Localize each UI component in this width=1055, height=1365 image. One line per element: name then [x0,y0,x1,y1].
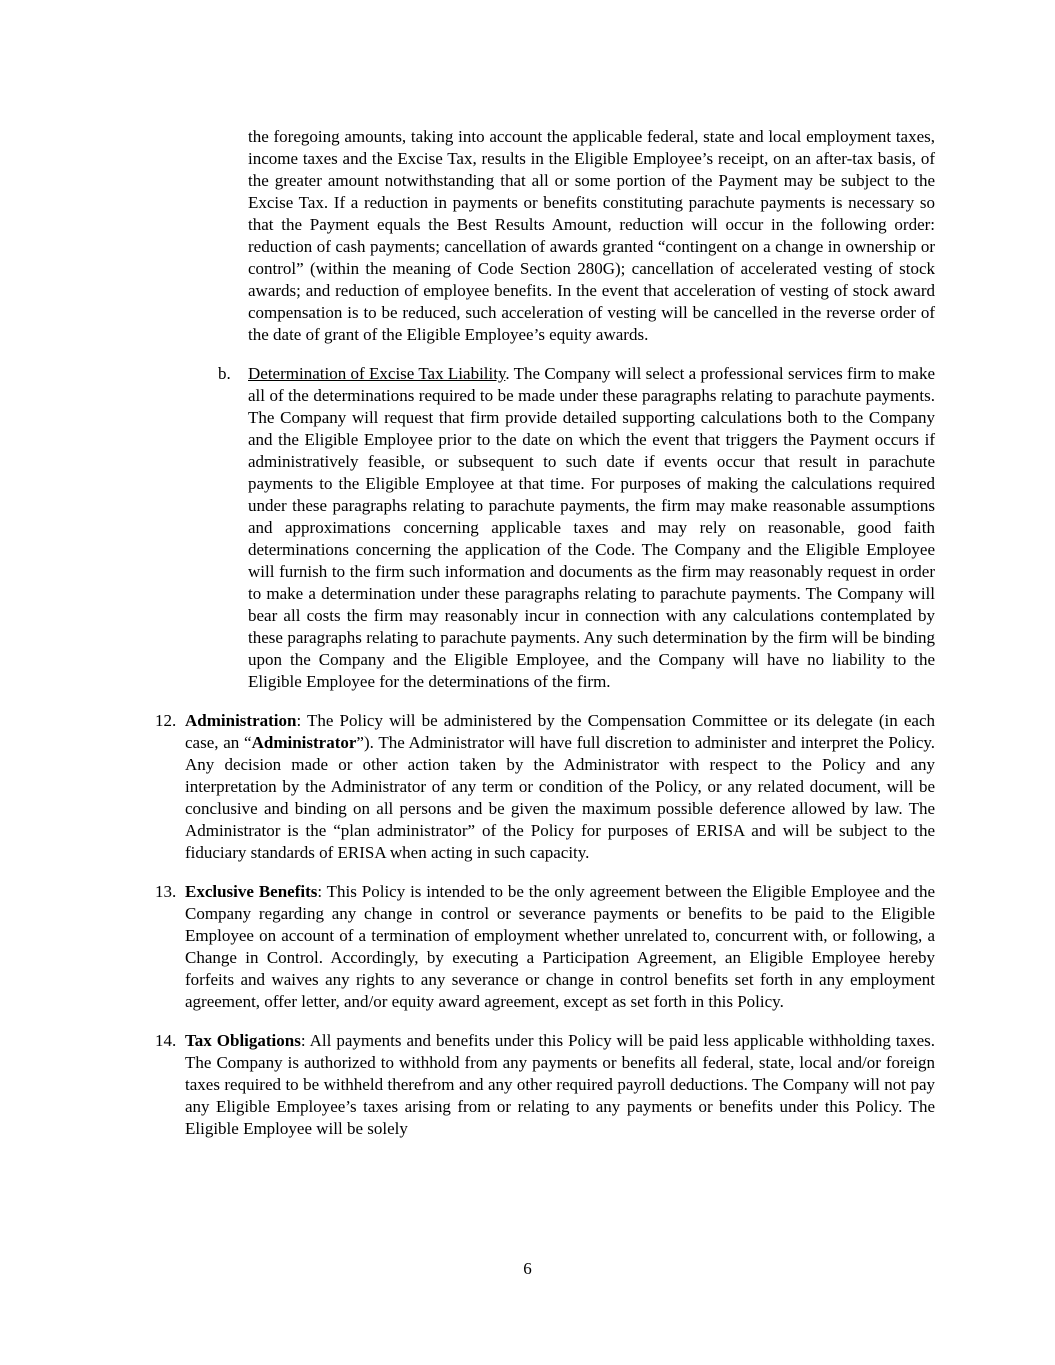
list-item-14-tax-obligations [155,1030,935,1140]
text-run: ”). The Administrator will have full discretion to administer and interpret the Policy. Any decision made or other action taken by the Administrator with respect to the Policy and any interpretation by the Administrator of any term or condition of the Policy, or any related document, will be conclusive and binding on all persons and be given the maximum possible deference allowed by law. The Administrator is the “plan administrator” of the Policy for purposes of ERISA and will be subject to the fiduciary standards of ERISA when acting in such capacity. [185,733,936,862]
text-run: Exclusive Benefits [185,882,318,901]
paragraph-best-results-continuation [155,126,935,346]
text-run: Determination of Excise Tax Liability [248,364,506,383]
text-run: : All payments and benefits under this Policy will be paid less applicable withholding taxes. The Company is authorized to withhold from any payments or benefits all federal, state, local and/or foreign taxes required to be withheld therefrom and any other required payroll deductions. The Company will not pay any Eligible Employee’s taxes arising from or relating to any payments or benefits under this Policy. The Eligible Employee will be solely [185,1031,935,1138]
text-run: . The Company will select a professional services firm to make all of the determinations required to be made under these paragraphs relating to parachute payments. The Company will request that firm provide detailed supporting calculations both to the Company and the Eligible Employee prior to the date on which the event that triggers the Payment occurs if administratively feasible, or subsequent to such date if events occur that result in parachute payments to the Eligible Employee at that time. For purposes of making the calculations required under these paragraphs relating to parachute payments, the firm may make reasonable assumptions and approximations concerning applicable taxes and may rely on reasonable, good faith determinations concerning the application of the Code. The Company and the Eligible Employee will furnish to the firm such information and documents as the firm may reasonably request in order to make a determination under these paragraphs relating to parachute payments. The Company will bear all costs the firm may reasonably incur in connection with any calculations contemplated by these paragraphs relating to parachute payments. Any such determination by the firm will be binding upon the Company and the Eligible Employee, and the Company will have no liability to the Eligible Employee for the determinations of the firm. [248,364,935,691]
list-item-12-administration [155,710,935,864]
text-run: the foregoing amounts, taking into account the applicable federal, state and local employment taxes, income taxes and the Excise Tax, results in the Eligible Employee’s receipt, on an after-tax basis, of the greater amount notwithstanding that all or some portion of the Payment may be subject to the Excise Tax. If a reduction in payments or benefits constituting parachute payments is necessary so that the Payment equals the Best Results Amount, reduction will occur in the following order: reduction of cash payments; cancellation of awards granted “contingent on a change in ownership or control” (within the meaning of Code Section 280G); cancellation of accelerated vesting of stock awards; and reduction of employee benefits. In the event that acceleration of vesting of stock award compensation is to be reduced, such acceleration of vesting will be cancelled in the reverse order of the date of grant of the Eligible Employee’s equity awards. [248,127,935,344]
list-marker: 14. [155,1031,177,1050]
text-run: : The Policy will be administered by the Compensation Committee or its delegate (in each case, an “ [185,711,935,752]
list-item-13-exclusive-benefits [155,881,935,1013]
text-run: Administrator [251,733,357,752]
list-marker: 12. [155,711,177,730]
page-number: 6 [523,1259,532,1278]
list-item-b-determination-of-excise-tax-liability [155,363,935,693]
text-run: Administration [185,711,297,730]
list-marker: b. [218,364,231,383]
list-marker: 13. [155,882,177,901]
text-run: Tax Obligations [185,1031,301,1050]
text-run: : This Policy is intended to be the only agreement between the Eligible Employee and the Company regarding any change in control or severance payments or benefits to be paid to the Eligible Employee on account of a termination of employment whether unrelated to, concurrent with, or following, a Change in Control. Accordingly, by executing a Participation Agreement, an Eligible Employee hereby forfeits and waives any rights to any severance or change in control benefits set forth in any employment agreement, offer letter, and/or equity award agreement, except as set forth in this Policy. [185,882,935,1011]
document-body [155,126,935,1140]
